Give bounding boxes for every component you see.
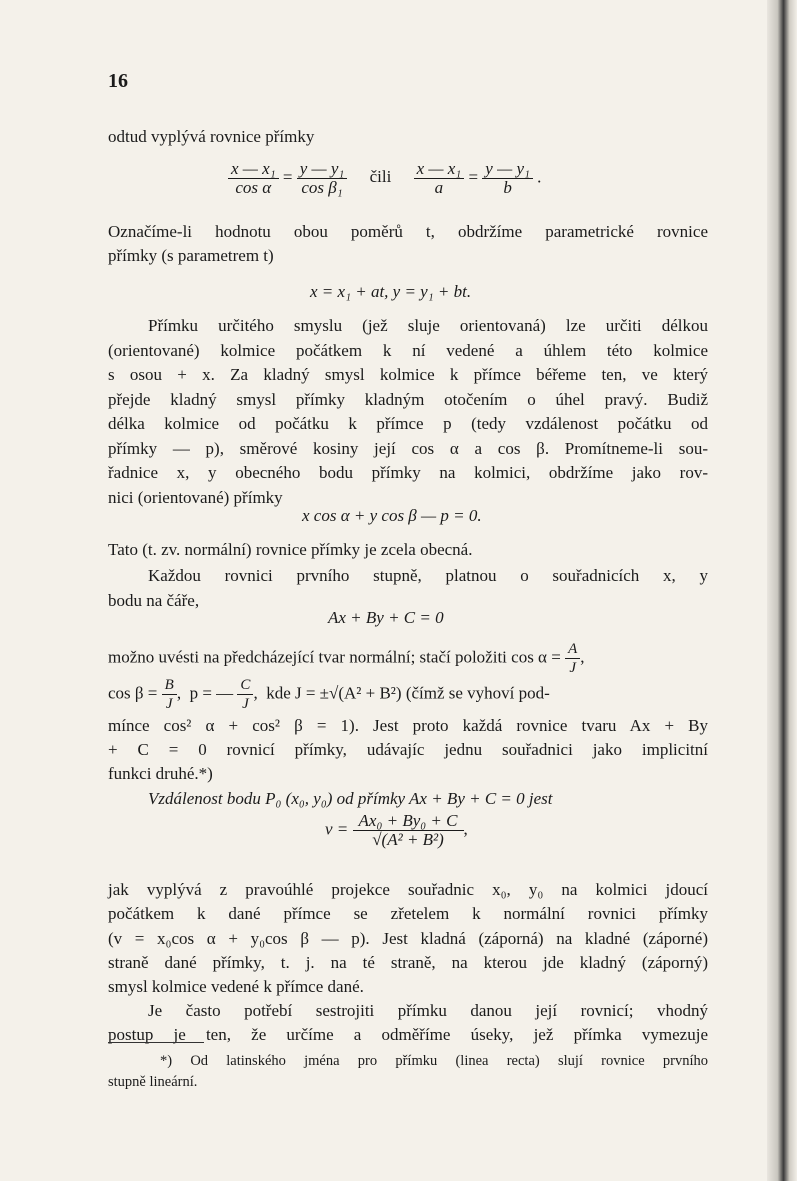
text-line: funkci druhé.*) — [108, 764, 213, 783]
text-line: Každou rovnici prvního stupně, platnou o souřadnicích x, y — [148, 566, 708, 585]
equation-parametric: x = x₁ + at, y = y₁ + bt. — [310, 282, 472, 301]
page-number: 16 — [108, 70, 128, 92]
equation-normal: x cos α + y cos β — p = 0. — [302, 506, 482, 525]
text-segment: cos β = — [108, 683, 158, 703]
fraction-numerator: x — x₁ — [228, 160, 279, 179]
fraction-numerator: A — [565, 640, 580, 659]
text-line: cos β = $\frac{B}{J}$ , p = — $\frac{C}{J}$ , kde J = ±√(A² + B²) (čímž se vyhoví pod- — [108, 677, 550, 712]
equation-lhs: v = — [325, 819, 349, 839]
text-line: počátkem k dané přímce se zřetelem k normální rovnici přímky — [108, 904, 708, 923]
equation-general: Ax + By + C = 0 — [328, 608, 444, 627]
text-segment: možno uvésti na předcházející tvar normální; stačí položiti cos α = — [108, 647, 561, 667]
text-line: Přímku určitého smyslu (jež sluje orientovaná) lze určiti délkou — [148, 316, 708, 335]
text-line: možno uvésti na předcházející tvar normální; stačí položiti cos α = $\frac{A}{J}$ , — [108, 641, 585, 676]
fraction-denominator: J — [165, 696, 173, 712]
text-line: Tato (t. zv. normální) rovnice přímky je zcela obecná. — [108, 540, 473, 559]
text-line: přejde kladný smysl přímky kladným otočením o úhel pravý. Budiž — [108, 390, 708, 409]
fraction-numerator: y — y₁ — [297, 160, 348, 179]
fraction-denominator: J — [569, 660, 576, 676]
text-line: + C = 0 rovnicí přímky, udávajíc jednu souřadnici jako implicitní — [108, 740, 708, 759]
footnote-line: *) Od latinského jména pro přímku (linea recta) slují rovnice prvního — [160, 1053, 708, 1069]
text-segment: kde J = ±√(A² + B²) (čímž se vyhoví pod- — [266, 683, 550, 703]
text-line: (v = x₀cos α + y₀cos β — p). Jest kladná (záporná) na kladné (záporné) — [108, 929, 708, 948]
text-line: postup je ten, že určíme a odměříme úseky, jež přímka vymezuje — [108, 1025, 708, 1044]
word-cili: čili — [369, 167, 392, 187]
fraction-denominator: a — [434, 178, 444, 197]
fraction-numerator: C — [237, 676, 253, 695]
equation-line-direction: $\frac{\text{x — x₁}}{\text{cos α}}$ = $\frac{\text{y — y₁}}{\text{cos β₁}}$ čili $\frac{\text{x — x₁}}{a}$ = $\frac{\text{y — y₁}}{b}$ . — [228, 160, 541, 197]
fraction-numerator: x — x₁ — [414, 160, 465, 179]
text-line: mínce cos² α + cos² β = 1). Jest proto každá rovnice tvaru Ax + By — [108, 716, 708, 735]
page-binding-edge — [767, 0, 797, 1181]
footnote-rule — [108, 1042, 204, 1043]
text-line: délka kolmice od počátku k přímce p (tedy vzdálenost počátku od — [108, 414, 708, 433]
text-line: přímky — p), směrové kosiny její cos α a cos β. Promítneme-li sou- — [108, 439, 708, 458]
text-segment: p = — — [189, 683, 234, 703]
fraction-denominator: b — [503, 178, 512, 197]
text-line: Vzdálenost bodu P₀ (x₀, y₀) od přímky Ax + By + C = 0 jest — [148, 789, 553, 808]
text-line: straně dané přímky, t. j. na té straně, na kterou jde kladný (záporný) — [108, 953, 708, 972]
text-line: jak vyplývá z pravoúhlé projekce souřadnic x₀, y₀ na kolmici jdoucí — [108, 880, 708, 899]
text-line: Označíme-li hodnotu obou poměrů t, obdržíme parametrické rovnice — [108, 222, 708, 241]
text-line: (orientované) kolmice počátkem k ní vedené a úhlem této kolmice — [108, 341, 708, 360]
fraction-denominator: cos α — [235, 178, 272, 197]
text-line: smysl kolmice vedené k přímce dané. — [108, 977, 364, 996]
fraction-denominator: cos β₁ — [301, 178, 343, 197]
text-line: bodu na čáře, — [108, 591, 200, 610]
fraction-denominator: J — [242, 696, 249, 712]
text-line: s osou + x. Za kladný smysl kolmice k přímce béřeme ten, ve který — [108, 365, 708, 384]
text-line: nici (orientované) přímky — [108, 488, 283, 507]
text-line: přímky (s parametrem t) — [108, 246, 274, 265]
fraction-numerator: y — y₁ — [482, 160, 533, 179]
fraction-numerator: B — [162, 676, 177, 695]
footnote-line: stupně lineární. — [108, 1074, 198, 1090]
text-line: řadnice x, y obecného bodu přímky na kolmici, obdržíme jako rov- — [108, 463, 708, 482]
fraction-numerator: Ax₀ + By₀ + C — [353, 812, 464, 831]
equation-distance: v = $\frac{\text{Ax₀ + By₀ + C}}{\text{√(A² + B²)}}$ , — [325, 811, 468, 849]
text-line: Je často potřebí sestrojiti přímku danou její rovnicí; vhodný — [148, 1001, 708, 1020]
text-line: odtud vyplývá rovnice přímky — [108, 127, 315, 146]
fraction-denominator: √(A² + B²) — [372, 830, 444, 849]
